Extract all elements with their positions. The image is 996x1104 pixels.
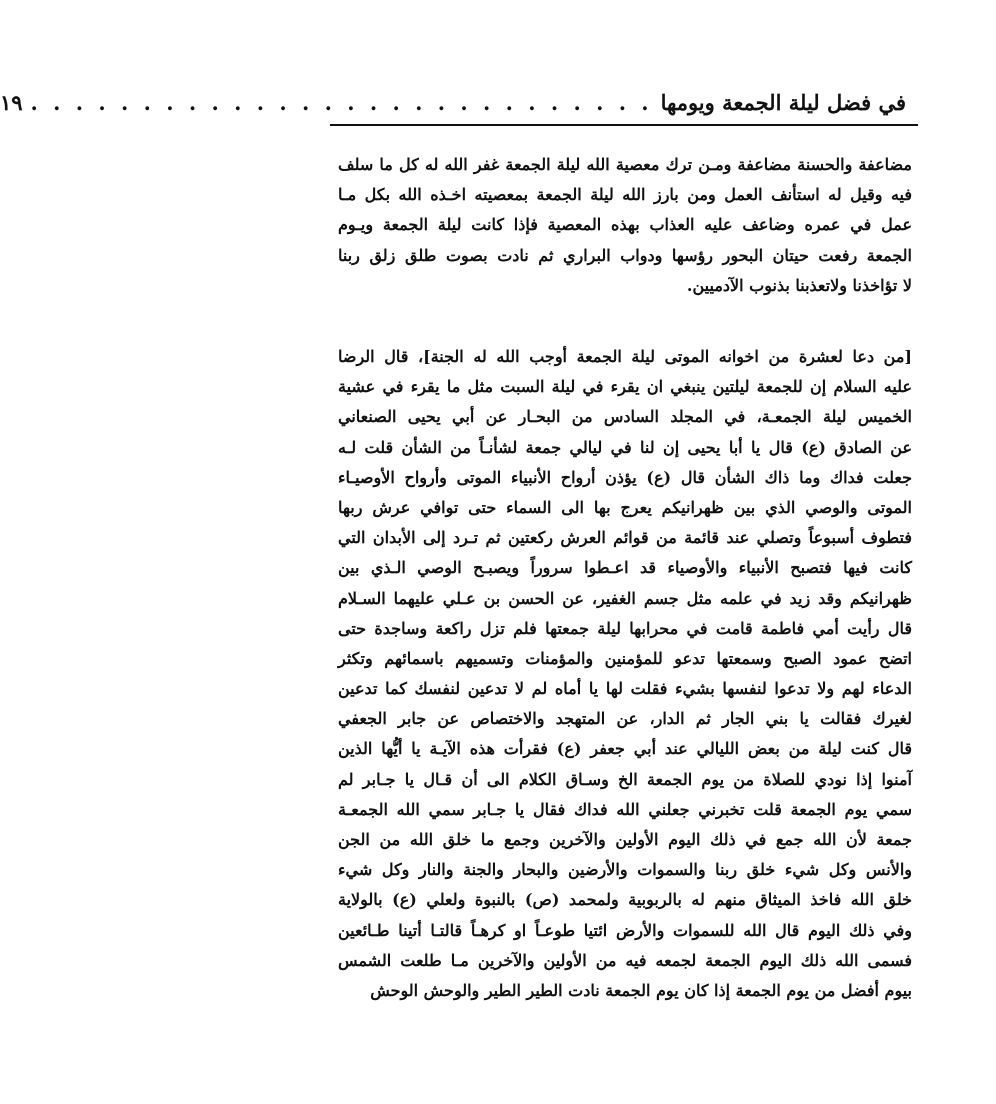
text-line: لا تؤاخذنا ولاتعذبنا بذنوب الآدميين.: [686, 275, 912, 295]
running-title: في فضل ليلة الجمعة ويومها: [660, 89, 906, 115]
text-line: وفي ذلك اليوم قال الله للسموات والأرض ائتيا طوعـاً او كرهـاً قالتـا أتينا طـائعين: [338, 920, 912, 940]
text-line: قال كنت ليلة من بعض الليالي عند أبي جعفر (ع) فقرأت هذه الآيـة يا أيُّها الذين: [338, 739, 912, 759]
text-line: الموتى والوصي الذي بين ظهرانيكم يعرج بها الى السماء حتى توافي عرش ربها: [338, 497, 912, 517]
paragraph: [338, 342, 912, 1006]
running-header: [0, 82, 906, 122]
text-line: عليه السلام إن للجمعة ليلتين ينبغي ان يقرء في ليلة السبت مثل ما يقرء في عشية: [338, 377, 913, 397]
page-number: ١٩: [0, 89, 23, 115]
text-line: [من دعا لعشرة من اخوانه الموتى ليلة الجمعة أوجب الله له الجنة]، قال الرضا: [338, 347, 912, 366]
text-line: آمنوا إذا نودي للصلاة من يوم الجمعة الخ وسـاق الكلام الى أن قـال يا جـابر لم: [338, 769, 912, 789]
text-line: الخميس ليلة الجمعـة، في المجلد السادس من البحـار عن أبي يحيى الصنعاني: [338, 407, 912, 427]
text-line: عمل في عمره وضاعف عليه العذاب بهذه المعصية فإذا كانت ليلة الجمعة ويـوم: [338, 215, 912, 235]
text-line: جمعة لأن الله جمع في ذلك اليوم الأولين والآخرين وجمع ما خلق الله من الجن: [338, 830, 912, 849]
text-line: اتضح عمود الصبح وسمعتها تدعو للمؤمنين والمؤمنات وتسميهم باسمائهم وتكثر: [338, 648, 912, 668]
header-rule: [330, 124, 918, 126]
text-line: قال رأيت أمي فاطمة قامت في محرابها ليلة جمعتها فلم تزل راكعة وساجدة حتى: [338, 618, 912, 638]
text-line: فتطوف أسبوعاً وتصلي عند قائمة من قوائم العرش ركعتين ثم تـرد إلى الأبدان التي: [338, 528, 912, 548]
paragraph: [338, 150, 912, 301]
text-line: كانت فيها فتصبح الأنبياء والأوصياء قد اعـطوا سروراً ويصبـح الوصي الـذي بين: [338, 558, 912, 578]
text-line: عن الصادق (ع) قال يا أبا يحيى إن لنا في ليالي جمعة لشأنـاً من الشأن قلت لـه: [338, 437, 912, 457]
text-line: ظهرانيكم وقد زيد في علمه مثل جسم الغفير، عن الحسن بن عـلي عليهما السـلام: [338, 588, 912, 608]
text-line: لغيرك فقالت يا بني الجار ثم الدار، عن المتهجد والاختصاص عن جابر الجعفي: [338, 709, 912, 729]
text-line: خلق الله فاخذ الميثاق منهم له بالربوبية ولمحمد (ص) بالنبوة ولعلي (ع) بالولاية: [338, 890, 912, 910]
text-line: مضاعفة والحسنة مضاعفة ومـن ترك معصية الله ليلة الجمعة غفر الله له كل ما سلف: [338, 155, 912, 174]
text-line: بيوم أفضل من يوم الجمعة إذا كان يوم الجمعة نادت الطير الطير والوحش الوحش: [370, 980, 912, 1000]
text-line: الجمعة رفعت حيتان البحور رؤسها ودواب البراري ثم نادت بصوت طلق زلق ربنا: [338, 245, 912, 265]
text-line: فيه وقيل له استأنف العمل ومن بارز الله ليلة الجمعة بمعصيته اخـذه الله بكل مـا: [338, 185, 912, 205]
text-line: فسمى الله ذلك اليوم الجمعة لجمعه فيه من الأولين والآخرين مـا طلعت الشمس: [338, 950, 912, 970]
leader-dots: . . . . . . . . . . . . . . . . . . . . . . . . . . . .: [30, 89, 653, 115]
text-line: جعلت فداك وما ذاك الشأن قال (ع) يؤذن أرواح الأنبياء الموتى وأرواح الأوصيـاء: [338, 467, 912, 487]
text-line: الدعاء لهم ولا تدعوا لنفسها بشيء فقلت لها يا أماه لم لا تدعين لنفسك كما تدعين: [338, 679, 912, 699]
text-line: والأنس وكل شيء خلق ربنا والسموات والأرضين والبحار والجنة والنار وكل شيء: [338, 860, 912, 880]
text-line: سمي يوم الجمعة قلت تخبرني جعلني الله فداك فقال يا جـابر سمي الله الجمعـة: [338, 799, 912, 819]
